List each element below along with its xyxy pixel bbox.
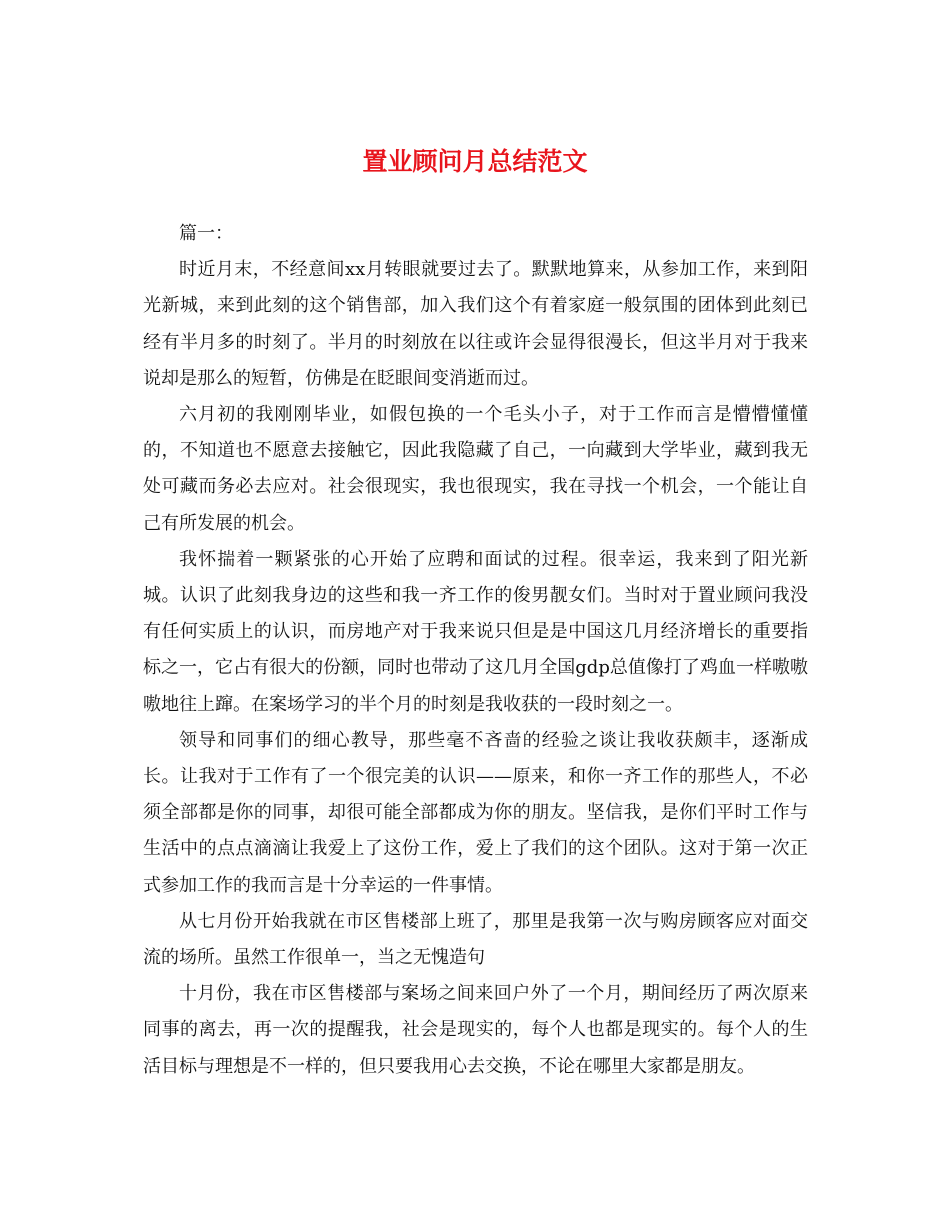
paragraph-4: 领导和同事们的细心教导，那些毫不吝啬的经验之谈让我收获颇丰，逐渐成长。让我对于工作有了一个很完美的认识——原来，和你一齐工作的那些人，不必须全部都是你的同事，却很可能全部都成为你的朋友。坚信我，是你们平时工作与生活中的点点滴滴让我爱上了这份工作，爱上了我们的这个团队。这对于第一次正式参加工作的我而言是十分幸运的一件事情。 xyxy=(143,729,808,896)
document-body xyxy=(143,216,808,1085)
paragraph-5: 从七月份开始我就在市区售楼部上班了，那里是我第一次与购房顾客应对面交流的场所。虽然工作很单一，当之无愧造句 xyxy=(143,910,808,969)
paragraph-1: 时近月末，不经意间xx月转眼就要过去了。默默地算来，从参加工作，来到阳光新城，来到此刻的这个销售部，加入我们这个有着家庭一般氛围的团体到此刻已经有半月多的时刻了。半月的时刻放在以往或许会显得很漫长，但这半月对于我来说却是那么的短暂，仿佛是在眨眼间变消逝而过。 xyxy=(143,259,808,389)
paragraph-2: 六月初的我刚刚毕业，如假包换的一个毛头小子，对于工作而言是懵懵懂懂的，不知道也不愿意去接触它，因此我隐藏了自己，一向藏到大学毕业，藏到我无处可藏而务必去应对。社会很现实，我也很现实，我在寻找一个机会，一个能让自己有所发展的机会。 xyxy=(143,404,808,534)
document-title: 置业顾问月总结范文 xyxy=(362,147,588,176)
paragraph-6: 十月份，我在市区售楼部与案场之间来回户外了一个月，期间经历了两次原来同事的离去，再一次的提醒我，社会是现实的，每个人也都是现实的。每个人的生活目标与理想是不一样的，但只要我用心去交换，不论在哪里大家都是朋友。 xyxy=(143,983,808,1077)
paragraph-section-label: 篇一： xyxy=(179,223,233,244)
paragraph-3: 我怀揣着一颗紧张的心开始了应聘和面试的过程。很幸运，我来到了阳光新城。认识了此刻我身边的这些和我一齐工作的俊男靓女们。当时对于置业顾问我没有任何实质上的认识，而房地产对于我来说只但是是中国这几月经济增长的重要指标之一，它占有很大的份额，同时也带动了这几月全国gdp总值像打了鸡血一样嗷嗷嗷地往上蹿。在案场学习的半个月的时刻是我收获的一段时刻之一。 xyxy=(143,548,808,715)
